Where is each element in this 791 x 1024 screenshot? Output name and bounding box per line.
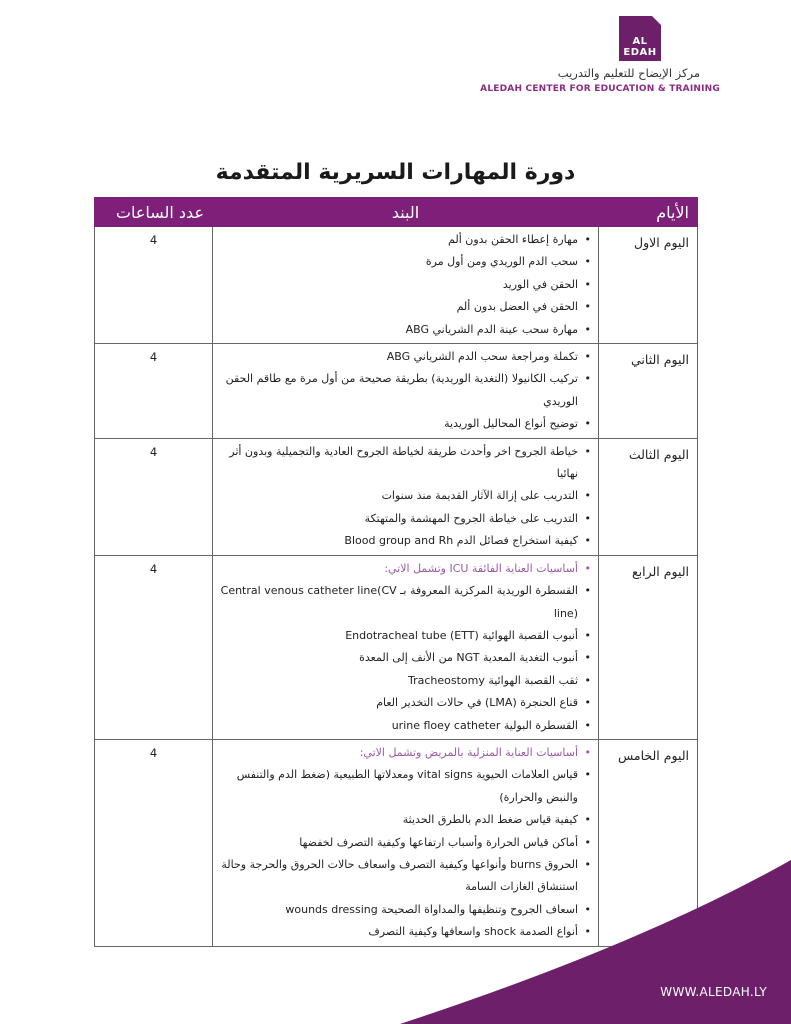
list-item: • الحروق burns وأنواعها وكيفية التصرف واسعاف حالات الحروق والحرجة وحالة استنشاق الغازات السامة [219,854,592,899]
website-url: WWW.ALEDAH.LY [660,985,767,999]
day-cell: اليوم الثاني [599,344,698,439]
org-name-english: ALEDAH CENTER FOR EDUCATION & TRAINING [480,84,720,94]
logo-text-bottom: EDAH [623,47,657,58]
list-item: • أنبوب التغدية المعدية NGT من الأنف إلى المعدة [219,647,592,669]
list-item: • أنواع الصدمة shock واسعافها وكيفية التصرف [219,921,592,943]
day-cell: اليوم الخامس [599,739,698,946]
list-item: • القسطرة الوريدية المركزية المعروفة بـ Central venous catheter line(CV line) [219,580,592,625]
list-item: • كيفية استخراج فصائل الدم Blood group and Rh [219,530,592,552]
list-item: • خياطة الجروح اخر وأحدث طريقة لخياطة الجروح العادية والتجميلية وبدون أثر نهائيا [219,441,592,486]
list-item: • مهارة سحب عينة الدم الشرياني ABG [219,319,592,341]
day-cell: اليوم الرابع [599,555,698,739]
list-item: • أنبوب القصبة الهوائية Endotracheal tube (ETT) [219,625,592,647]
day-cell: اليوم الثالث [599,438,698,555]
hours-value: 4 [149,233,158,247]
list-item: • قياس العلامات الحيوية vital signs ومعدلاتها الطبيعية (ضغط الدم والتنفس والنبض والحرارة) [219,764,592,809]
header-hours: عدد الساعات [95,198,213,227]
page-title: دورة المهارات السريرية المتقدمة [215,159,576,185]
hours-value: 4 [149,350,158,365]
list-item: • التدريب على خياطة الجروح المهشمة والمتهتكة [219,508,592,530]
org-name-arabic: مركز الإيضاح للتعليم والتدريب [557,66,700,80]
hours-value: 4 [149,745,158,760]
list-item: • توضيح أنواع المحاليل الوريدية [219,413,592,435]
list-item: • مهارة إعطاء الحقن بدون ألم [219,229,592,251]
header-days: الأيام [599,198,698,227]
logo-text-top: AL [632,36,648,47]
list-item: • التدريب على إزالة الآثار القديمة منذ سنوات [219,485,592,507]
hours-value: 4 [149,444,158,459]
hours-value: 4 [149,561,158,576]
list-item: • تركيب الكانيولا (التغدية الوريدية) بطريقة صحيحة من أول مرة مع طاقم الحقن الوريدي [219,368,592,413]
list-intro: • أساسيات العناية الفائقة ICU وتشمل الاتي: [219,558,592,580]
header-topic: البند [213,198,599,227]
day-cell: اليوم الاول [599,227,698,344]
list-item: • قناع الحنجرة (LMA) في حالات التخدير العام [219,692,592,714]
list-item: • القسطرة البولية urine floey catheter [219,715,592,737]
list-item: • تكملة ومراجعة سحب الدم الشرياني ABG [219,346,592,368]
list-item: • سحب الدم الوريدي ومن أول مرة [219,251,592,273]
list-item: • الحقن في العضل بدون ألم [219,296,592,318]
list-item: • ثقب القصبة الهوائية Tracheostomy [219,670,592,692]
list-intro: • أساسيات العناية المنزلية بالمريض وتشمل الاتي: [219,742,592,764]
list-item: • الحقن في الوريد [219,274,592,296]
list-item: • أماكن قياس الحرارة وأسباب ارتفاعها وكيفية التصرف لخفضها [219,832,592,854]
list-item: • اسعاف الجروح وتنظيفها والمداواة الصحيحة wounds dressing [219,899,592,921]
list-item: • كيفية قياس ضغط الدم بالطرق الحديثة [219,809,592,831]
